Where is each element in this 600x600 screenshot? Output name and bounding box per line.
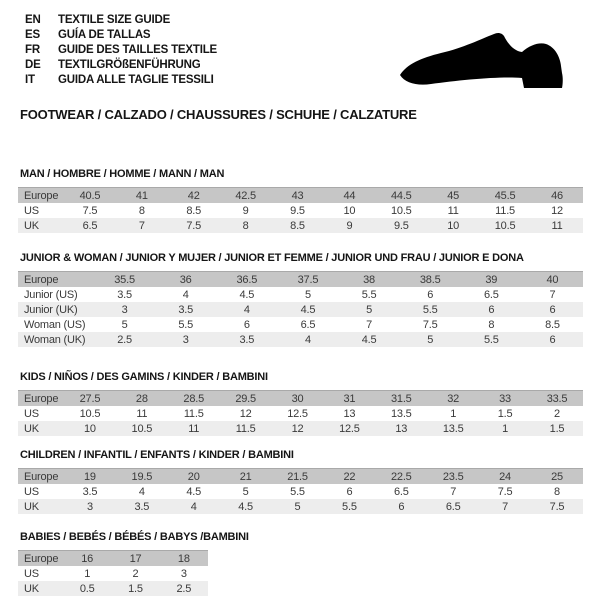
size-cell: 8.5: [545, 318, 560, 331]
size-cell: 7: [450, 485, 457, 498]
size-cell: 1.5: [497, 407, 513, 420]
size-cell: 22.5: [375, 469, 427, 485]
size-cell: 41: [116, 188, 168, 204]
table-row: [18, 581, 208, 596]
size-cell: 9: [323, 218, 375, 233]
size-cell: 4: [138, 485, 145, 498]
row-label: Europe: [18, 188, 64, 204]
size-cell: 7.5: [168, 218, 220, 233]
language-row: [25, 73, 217, 88]
table-row: [18, 484, 583, 499]
size-cell: 5: [304, 288, 311, 301]
language-code: IT: [25, 74, 35, 86]
table-row: [18, 391, 583, 407]
language-title: GUÍA DE TALLAS: [58, 29, 151, 41]
language-row: [25, 13, 217, 28]
size-cell: 1: [479, 421, 531, 436]
language-title: GUIDA ALLE TAGLIE TESSILI: [58, 74, 214, 86]
size-cell: 46: [531, 188, 583, 204]
size-cell: 6: [243, 318, 250, 331]
size-cell: 7.5: [531, 499, 583, 514]
size-cell: 5.5: [323, 499, 375, 514]
size-cell: 11: [168, 421, 220, 436]
size-section-man: [18, 168, 583, 233]
row-label: Woman (US): [24, 318, 86, 331]
size-cell: 44: [323, 188, 375, 204]
size-cell: 4: [168, 499, 220, 514]
size-cell: 8: [138, 204, 145, 217]
size-cell: 31: [323, 391, 375, 407]
size-cell: 1.5: [531, 421, 583, 436]
language-title: TEXTILE SIZE GUIDE: [58, 14, 171, 26]
size-tables: [18, 168, 583, 596]
size-cell: 38.5: [400, 272, 461, 288]
size-cell: 18: [160, 551, 208, 567]
size-cell: 4.5: [186, 485, 202, 498]
size-cell: 19.5: [116, 469, 168, 485]
size-cell: 5.5: [461, 332, 522, 347]
size-cell: 11: [531, 218, 583, 233]
size-cell: 6: [375, 499, 427, 514]
size-cell: 28: [116, 391, 168, 407]
size-cell: 45.5: [479, 188, 531, 204]
size-cell: 12: [239, 407, 252, 420]
size-table-junior-woman: [18, 271, 583, 347]
row-label: US: [24, 407, 39, 420]
size-cell: 6.5: [300, 318, 316, 331]
size-cell: 28.5: [168, 391, 220, 407]
size-cell: 13.5: [427, 421, 479, 436]
size-cell: 10.5: [390, 204, 412, 217]
size-cell: 8: [488, 318, 495, 331]
size-cell: 6.5: [64, 218, 116, 233]
table-row: [18, 203, 583, 218]
size-cell: 8.5: [272, 218, 324, 233]
row-label: UK: [18, 581, 63, 596]
size-cell: 8.5: [186, 204, 202, 217]
size-cell: 10: [343, 204, 356, 217]
size-section-children: [18, 449, 583, 514]
size-cell: 6: [522, 332, 583, 347]
table-row: [18, 332, 583, 347]
size-section-babies: [18, 531, 583, 596]
size-cell: 3: [64, 499, 116, 514]
size-cell: 10.5: [79, 407, 101, 420]
size-cell: 31.5: [375, 391, 427, 407]
table-row: [18, 272, 583, 288]
size-cell: 10: [427, 218, 479, 233]
size-table-kids: [18, 390, 583, 436]
size-cell: 4.5: [239, 288, 255, 301]
size-cell: 40.5: [64, 188, 116, 204]
size-cell: 7: [549, 288, 556, 301]
size-cell: 24: [479, 469, 531, 485]
size-cell: 27.5: [64, 391, 116, 407]
row-label: Junior (US): [24, 288, 78, 301]
size-cell: 33: [479, 391, 531, 407]
size-cell: 2.5: [94, 332, 155, 347]
language-code: ES: [25, 29, 40, 41]
row-label: Junior (UK): [18, 302, 94, 317]
language-code: EN: [25, 14, 41, 26]
size-cell: 6: [346, 485, 353, 498]
table-row: [18, 406, 583, 421]
row-label: Europe: [18, 391, 64, 407]
size-cell: 3.5: [82, 485, 98, 498]
size-cell: 13: [343, 407, 356, 420]
size-cell: 13: [375, 421, 427, 436]
size-cell: 6: [427, 288, 434, 301]
size-cell: 8: [220, 218, 272, 233]
row-label: US: [24, 567, 39, 580]
size-cell: 20: [168, 469, 220, 485]
language-title: GUIDE DES TAILLES TEXTILE: [58, 44, 217, 56]
size-cell: 12.5: [323, 421, 375, 436]
size-cell: 7: [479, 499, 531, 514]
size-cell: 37.5: [277, 272, 338, 288]
language-title: TEXTILGRÖßENFÜHRUNG: [58, 59, 201, 71]
size-cell: 33.5: [531, 391, 583, 407]
size-cell: 12.5: [287, 407, 308, 420]
size-cell: 12: [272, 421, 324, 436]
size-cell: 0.5: [63, 581, 111, 596]
size-cell: 5: [339, 302, 400, 317]
language-row: [25, 58, 217, 73]
size-cell: 11: [136, 407, 148, 420]
size-cell: 1: [84, 567, 91, 580]
row-label: US: [24, 204, 39, 217]
size-cell: 10.5: [479, 218, 531, 233]
size-cell: 4.5: [339, 332, 400, 347]
size-cell: 6.5: [427, 499, 479, 514]
size-cell: 8: [554, 485, 560, 498]
size-cell: 44.5: [375, 188, 427, 204]
size-cell: 5: [400, 332, 461, 347]
table-title-junior-woman: JUNIOR & WOMAN / JUNIOR Y MUJER / JUNIOR ET FEMME / JUNIOR UND FRAU / JUNIOR E DONA: [20, 252, 524, 264]
size-cell: 6: [522, 302, 583, 317]
table-row: [18, 188, 583, 204]
size-cell: 4: [182, 288, 189, 301]
size-cell: 36.5: [216, 272, 277, 288]
size-cell: 2.5: [160, 581, 208, 596]
size-cell: 5.5: [400, 302, 461, 317]
size-cell: 9.5: [290, 204, 305, 217]
size-cell: 2: [554, 407, 560, 420]
size-cell: 2: [132, 567, 139, 580]
size-cell: 4.5: [277, 302, 338, 317]
size-cell: 42.5: [220, 188, 272, 204]
size-cell: 22: [323, 469, 375, 485]
size-cell: 16: [63, 551, 111, 567]
size-cell: 5.5: [361, 288, 377, 301]
size-cell: 7.5: [422, 318, 438, 331]
size-cell: 25: [531, 469, 583, 485]
size-cell: 4: [277, 332, 338, 347]
language-code: DE: [25, 59, 41, 71]
language-title-list: [25, 13, 217, 88]
size-cell: 3: [94, 302, 155, 317]
size-cell: 3.5: [116, 499, 168, 514]
size-cell: 35.5: [94, 272, 155, 288]
size-cell: 6.5: [393, 485, 409, 498]
size-table-man: [18, 187, 583, 233]
size-cell: 19: [64, 469, 116, 485]
size-table-babies: [18, 550, 208, 596]
size-cell: 3.5: [117, 288, 132, 301]
size-cell: 11.5: [183, 407, 204, 420]
language-code: FR: [25, 44, 40, 56]
category-title: FOOTWEAR / CALZADO / CHAUSSURES / SCHUHE / CALZATURE: [20, 107, 417, 122]
table-row: [18, 551, 208, 567]
size-cell: 43: [272, 188, 324, 204]
table-row: [18, 302, 583, 317]
size-table-children: [18, 468, 583, 514]
size-cell: 23.5: [427, 469, 479, 485]
size-cell: 3: [155, 332, 216, 347]
size-cell: 7.5: [82, 204, 98, 217]
row-label: Woman (UK): [18, 332, 94, 347]
size-cell: 9: [242, 204, 249, 217]
row-label: UK: [18, 499, 64, 514]
size-cell: 5: [242, 485, 249, 498]
size-cell: 4: [216, 302, 277, 317]
table-row: [18, 469, 583, 485]
table-row: [18, 421, 583, 436]
size-cell: 21.5: [272, 469, 324, 485]
size-cell: 5.5: [290, 485, 305, 498]
table-row: [18, 499, 583, 514]
size-cell: 1.5: [111, 581, 159, 596]
size-cell: 7: [116, 218, 168, 233]
size-cell: 9.5: [375, 218, 427, 233]
size-cell: 11.5: [220, 421, 272, 436]
table-row: [18, 218, 583, 233]
table-title-children: CHILDREN / INFANTIL / ENFANTS / KINDER / BAMBINI: [20, 449, 294, 461]
size-cell: 42: [168, 188, 220, 204]
size-cell: 36: [155, 272, 216, 288]
language-row: [25, 28, 217, 43]
row-label: Europe: [18, 469, 64, 485]
size-cell: 3: [180, 567, 187, 580]
row-label: UK: [18, 421, 64, 436]
table-title-babies: BABIES / BEBÉS / BÉBÉS / BABYS /BAMBINI: [20, 531, 249, 543]
size-cell: 3.5: [216, 332, 277, 347]
language-row: [25, 43, 217, 58]
size-cell: 32: [427, 391, 479, 407]
size-cell: 10.5: [116, 421, 168, 436]
size-cell: 21: [220, 469, 272, 485]
dress-shoe-icon: [397, 30, 573, 98]
row-label: Europe: [18, 272, 94, 288]
size-cell: 11: [447, 204, 459, 217]
size-cell: 29.5: [220, 391, 272, 407]
size-section-kids: [18, 371, 583, 436]
size-cell: 12: [551, 204, 563, 217]
size-cell: 30: [272, 391, 324, 407]
size-cell: 40: [522, 272, 583, 288]
size-cell: 10: [64, 421, 116, 436]
size-cell: 11.5: [495, 204, 515, 217]
size-cell: 7.5: [497, 485, 513, 498]
size-cell: 5.5: [178, 318, 194, 331]
table-row: [18, 317, 583, 332]
row-label: Europe: [18, 551, 63, 567]
size-cell: 1: [450, 407, 457, 420]
size-cell: 3.5: [155, 302, 216, 317]
table-title-man: MAN / HOMBRE / HOMME / MANN / MAN: [20, 168, 225, 180]
row-label: UK: [18, 218, 64, 233]
size-cell: 13.5: [390, 407, 412, 420]
table-row: [18, 566, 208, 581]
size-cell: 7: [366, 318, 373, 331]
size-cell: 38: [339, 272, 400, 288]
size-section-junior-woman: [18, 252, 583, 347]
row-label: US: [24, 485, 39, 498]
table-title-kids: KIDS / NIÑOS / DES GAMINS / KINDER / BAMBINI: [20, 371, 268, 383]
size-cell: 6.5: [483, 288, 499, 301]
size-cell: 6: [461, 302, 522, 317]
size-cell: 39: [461, 272, 522, 288]
size-cell: 4.5: [220, 499, 272, 514]
size-cell: 5: [272, 499, 324, 514]
table-row: [18, 287, 583, 302]
size-cell: 17: [111, 551, 159, 567]
size-cell: 5: [121, 318, 128, 331]
size-cell: 45: [427, 188, 479, 204]
